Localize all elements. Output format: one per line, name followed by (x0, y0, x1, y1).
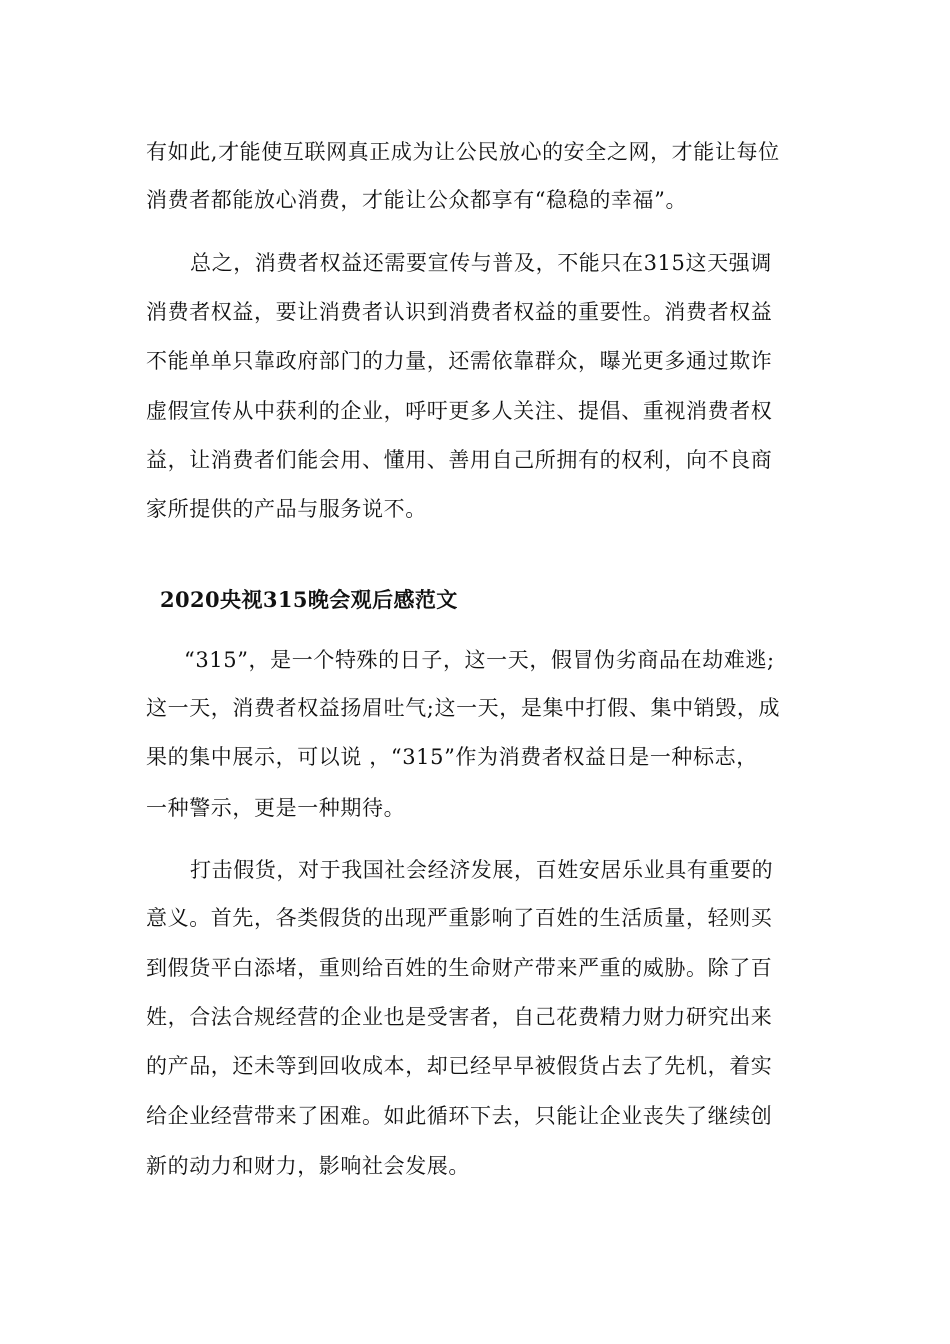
paragraph-2-line-5: 益，让消费者们能会用、懂用、善用自己所拥有的权利，向不良商 (146, 448, 773, 472)
paragraph-4-line-2: 意义。首先，各类假货的出现严重影响了百姓的生活质量，轻则买 (146, 906, 773, 930)
paragraph-3-line-3: 果的集中展示，可以说 ，“315”作为消费者权益日是一种标志， (146, 745, 758, 769)
paragraph-1-line-1: 有如此,才能使互联网真正成为让公民放心的安全之网，才能让每位 (146, 140, 780, 164)
paragraph-4-line-4: 姓，合法合规经营的企业也是受害者，自己花费精力财力研究出来 (146, 1005, 773, 1029)
paragraph-3-line-2: 这一天，消费者权益扬眉吐气;这一天，是集中打假、集中销毁，成 (146, 696, 781, 720)
paragraph-2-line-1: 总之，消费者权益还需要宣传与普及，不能只在315这天强调 (190, 251, 772, 275)
paragraph-4-line-1: 打击假货，对于我国社会经济发展，百姓安居乐业具有重要的 (190, 858, 774, 882)
paragraph-2-line-2: 消费者权益，要让消费者认识到消费者权益的重要性。消费者权益 (146, 300, 773, 324)
paragraph-2-line-6: 家所提供的产品与服务说不。 (146, 497, 427, 521)
paragraph-2-line-4: 虚假宣传从中获利的企业，呼吁更多人关注、提倡、重视消费者权 (146, 399, 773, 423)
paragraph-4-line-3: 到假货平白添堵，重则给百姓的生命财产带来严重的威胁。除了百 (146, 956, 773, 980)
paragraph-3-line-4: 一种警示，更是一种期待。 (146, 796, 406, 820)
paragraph-1-line-2: 消费者都能放心消费，才能让公众都享有“稳稳的幸福”。 (146, 188, 688, 212)
paragraph-3-line-1: “315”，是一个特殊的日子，这一天，假冒伪劣商品在劫难逃; (184, 648, 775, 672)
section-heading: 2020央视315晚会观后感范文 (160, 587, 458, 612)
paragraph-4-line-6: 给企业经营带来了困难。如此循环下去，只能让企业丧失了继续创 (146, 1104, 773, 1128)
paragraph-2-line-3: 不能单单只靠政府部门的力量，还需依靠群众，曝光更多通过欺诈 (146, 349, 773, 373)
paragraph-4-line-7: 新的动力和财力，影响社会发展。 (146, 1154, 470, 1178)
paragraph-4-line-5: 的产品，还未等到回收成本，却已经早早被假货占去了先机，着实 (146, 1054, 773, 1078)
